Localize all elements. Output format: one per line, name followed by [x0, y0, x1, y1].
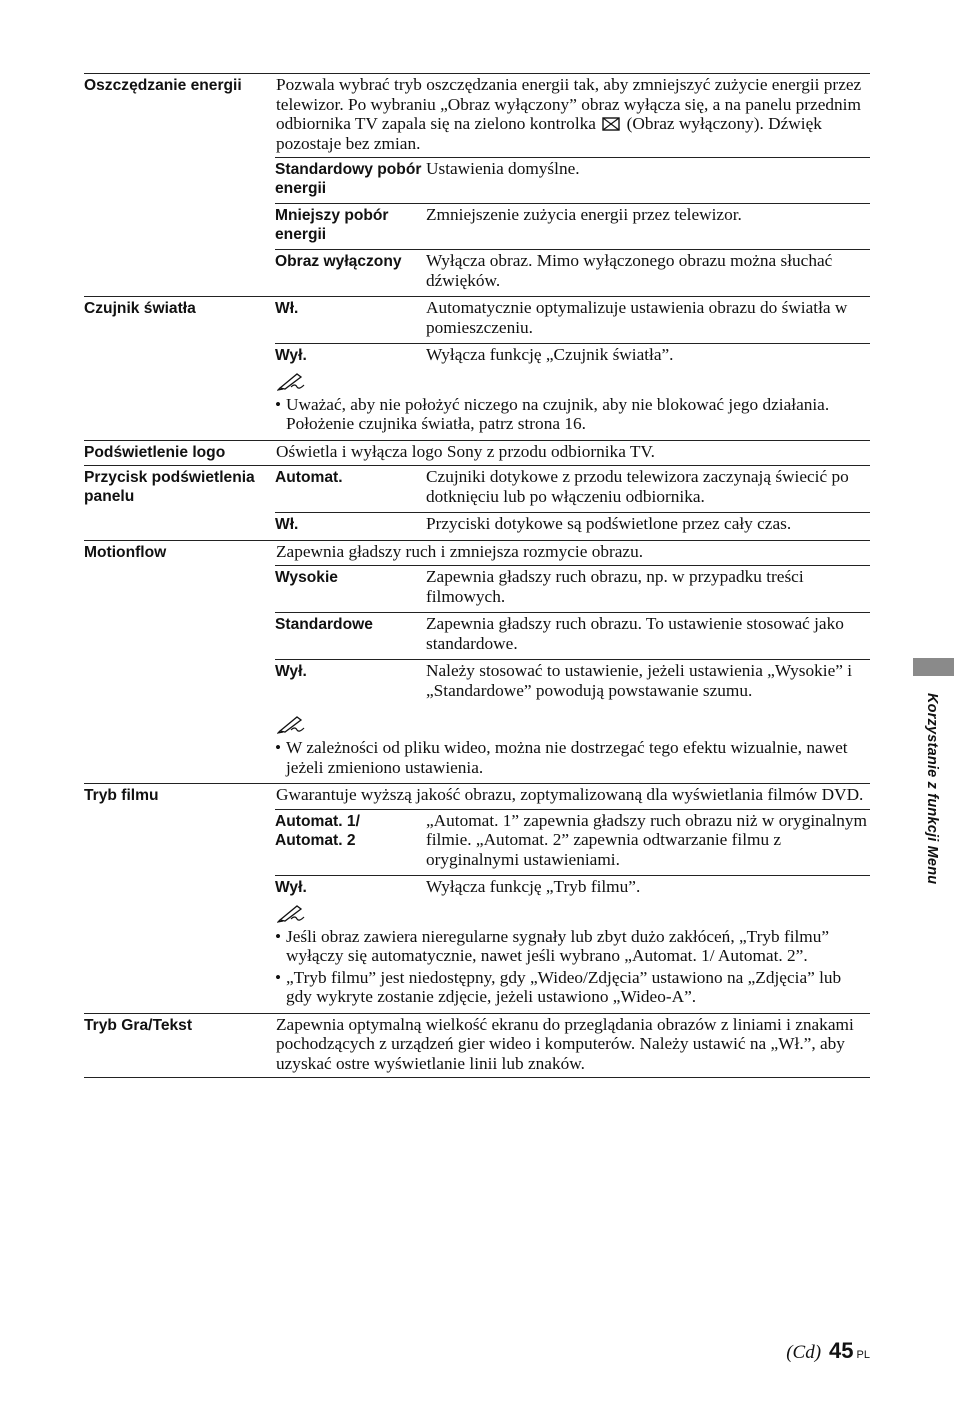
- picture-off-icon: [602, 117, 620, 131]
- option-text: Należy stosować to ustawienie, jeżeli ustawienia „Wysokie” i „Standardowe” powodują powstawanie szumu.: [426, 661, 853, 700]
- option-row: [275, 343, 870, 371]
- note-block: [275, 903, 870, 1013]
- option-label: Wył.: [275, 663, 307, 680]
- table-row: [84, 783, 870, 1013]
- option-row: [275, 659, 870, 714]
- page-footer: [786, 1338, 870, 1364]
- table-row: [84, 440, 870, 466]
- note-item: • „Tryb filmu” jest niedostępny, gdy „Wideo/Zdjęcia” ustawiono na „Zdjęcia” lub gdy wykryte zostanie zdjęcie, jeżeli ustawiono „Wideo-A”.: [275, 968, 870, 1007]
- option-row: [275, 809, 870, 876]
- row-label: Oszczędzanie energii: [84, 77, 242, 94]
- option-text: Automatycznie optymalizuje ustawienia obrazu do światła w pomieszczeniu.: [426, 298, 848, 337]
- option-label: Standardowy pobór energii: [275, 161, 422, 197]
- row-description: Zapewnia optymalną wielkość ekranu do przeglądania obrazów z liniami i znakami pochodzących z urządzeń gier wideo i komputerów. Należy ustawić na „Wł.”, aby uzyskać ostre wyświetlanie linii lub znaków.: [276, 1014, 854, 1073]
- row-label: Czujnik światła: [84, 300, 196, 317]
- option-label: Automat.: [275, 469, 343, 486]
- pencil-note-icon: [277, 903, 307, 923]
- option-text: Przyciski dotykowe są podświetlone przez cały czas.: [426, 514, 792, 533]
- continued-marker: (Cd): [786, 1342, 822, 1363]
- option-row: [275, 512, 870, 540]
- option-label: Wył.: [275, 347, 307, 364]
- option-label: Standardowe: [275, 616, 373, 633]
- row-description: Pozwala wybrać tryb oszczędzania energii tak, aby zmniejszyć zużycie energii przez telewizor. Po wybraniu „Obraz wyłączony” obraz wyłącza się, a na panelu przednim odbiornika TV zapala się na zielono kontrolka (Obraz wyłączony). Dźwięk pozostaje bez zmian.: [276, 75, 862, 153]
- row-description: Zapewnia gładszy ruch i zmniejsza rozmycie obrazu.: [276, 541, 644, 561]
- table-row: [84, 73, 870, 296]
- option-label: Wysokie: [275, 569, 338, 586]
- note-block: [275, 371, 870, 440]
- row-description: Oświetla i wyłącza logo Sony z przodu odbiornika TV.: [276, 441, 655, 461]
- row-label: Tryb filmu: [84, 787, 159, 804]
- note-item: • Jeśli obraz zawiera nieregularne sygnały lub zbyt dużo zakłóceń, „Tryb filmu” wyłączy się automatycznie, nawet jeśli wybrano „Automat. 1/ Automat. 2”.: [275, 927, 870, 966]
- option-row: [275, 565, 870, 612]
- row-description: Gwarantuje wyższą jakość obrazu, zoptymalizowaną dla wyświetlania filmów DVD.: [276, 785, 864, 804]
- option-row: [275, 466, 870, 512]
- option-text: Wyłącza obraz. Mimo wyłączonego obrazu można słuchać dźwięków.: [426, 251, 833, 290]
- row-label: Motionflow: [84, 543, 167, 561]
- note-item: • Uważać, aby nie położyć niczego na czujnik, aby nie blokować jego działania. Położenie czujnika światła, patrz strona 16.: [275, 395, 870, 434]
- option-row: [275, 157, 870, 203]
- pencil-note-icon: [277, 714, 307, 734]
- section-side-label: Korzystanie z funkcji Menu: [924, 693, 940, 885]
- option-text: Ustawienia domyślne.: [426, 159, 580, 178]
- option-label: Automat. 1/ Automat. 2: [275, 812, 360, 849]
- pencil-note-icon: [277, 371, 307, 391]
- table-row: [84, 465, 870, 540]
- option-text: Zapewnia gładszy ruch obrazu. To ustawienie stosować jako standardowe.: [426, 614, 844, 653]
- table-row: [84, 540, 870, 784]
- section-tab-marker: [913, 658, 954, 676]
- option-text: Wyłącza funkcję „Tryb filmu”.: [426, 877, 641, 896]
- option-label: Wł.: [275, 300, 299, 317]
- option-text: Zapewnia gładszy ruch obrazu, np. w przypadku treści filmowych.: [426, 567, 804, 606]
- page-number: 45: [829, 1338, 854, 1363]
- language-code: PL: [856, 1349, 870, 1361]
- note-item: • W zależności od pliku wideo, można nie dostrzegać tego efektu wizualnie, nawet jeżeli zmieniono ustawienia.: [275, 738, 870, 777]
- option-label: Obraz wyłączony: [275, 253, 402, 270]
- row-label: Przycisk podświetlenia panelu: [84, 469, 255, 505]
- option-row: [275, 203, 870, 249]
- option-label: Mniejszy pobór energii: [275, 207, 389, 243]
- option-row: [275, 249, 870, 296]
- option-row: [275, 612, 870, 659]
- option-row: [275, 875, 870, 903]
- table-row: [84, 296, 870, 440]
- option-row: [275, 297, 870, 343]
- option-text: Zmniejszenie zużycia energii przez telewizor.: [426, 205, 742, 224]
- option-label: Wył.: [275, 879, 307, 896]
- row-label: Podświetlenie logo: [84, 443, 226, 461]
- table-row: [84, 1013, 870, 1079]
- settings-table: [84, 73, 870, 1078]
- row-label: Tryb Gra/Tekst: [84, 1016, 193, 1034]
- option-text: „Automat. 1” zapewnia gładszy ruch obrazu niż w oryginalnym filmie. „Automat. 2” zapewnia odtwarzanie filmu z oryginalnymi ustawieniami.: [426, 810, 868, 869]
- note-block: [275, 714, 870, 783]
- option-label: Wł.: [275, 516, 299, 533]
- option-text: Wyłącza funkcję „Czujnik światła”.: [426, 345, 674, 364]
- option-text: Czujniki dotykowe z przodu telewizora zaczynają świecić po dotknięciu lub po włączeniu odbiornika.: [426, 467, 849, 506]
